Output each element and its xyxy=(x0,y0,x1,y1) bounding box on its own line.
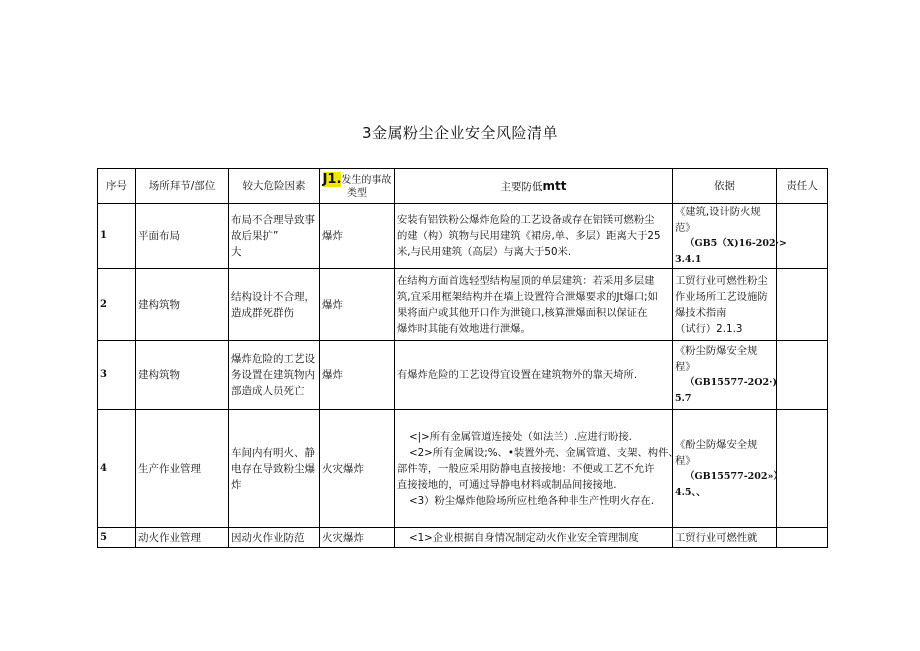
row-measures: 安装有铝铁粉公爆炸危险的工艺设备或存在铝镁可燃粉尘 的建（构）筑物与民用建筑《裙房,单、多层）距离大于25 米,与民用建筑（高层）与离大于50米. xyxy=(395,204,673,269)
header-serial: 序号 xyxy=(98,169,136,204)
risk-table xyxy=(97,168,828,548)
header-accident-type xyxy=(320,169,395,204)
header-measures-suffix: mtt xyxy=(542,178,567,193)
row-basis: 工贸行业可燃性粉尘 作业场所工艺设施防 爆技术指南 （试行）2.1.3 xyxy=(673,269,777,341)
header-row xyxy=(98,169,828,204)
row-accident-type: 爆炸 xyxy=(320,341,395,410)
row-basis: 《粉尘防爆安全规 程》 （GB15577-2O2·) 5.7 xyxy=(673,341,777,410)
header-location: 场所拜节/部位 xyxy=(136,169,229,204)
row-serial: 3 xyxy=(98,341,136,410)
row-hazard: 车间内有明火、静 电存在导致粉尘爆 炸 xyxy=(229,410,320,528)
row-basis: 《建筑,设计防火规 范》 （GB5（X)16-202·> 3.4.1 xyxy=(673,204,777,269)
header-type-mark: J1. xyxy=(322,171,342,187)
page-title: 3金属粉尘企业安全风险清单 xyxy=(361,124,559,142)
row-serial: 4 xyxy=(98,410,136,528)
row-hazard: 爆炸危险的工艺设 务设置在建筑物内 部造成人员死亡 xyxy=(229,341,320,410)
table-row xyxy=(98,341,828,410)
row-location: 建构筑物 xyxy=(136,269,229,341)
row-measures: <|>所有金属管道连接处（如法兰）.应进行盼接. <2>所有金属设;%、•装置外壳、金属管道、支架、构件、 部件等，一般应采用防静电直接接地：不便或工艺不允许 直接接地的，可通过导静电材料或制品间接接地. <3）粉尘爆炸他险场所应杜绝各种非生产性明火存在. xyxy=(395,410,673,528)
row-responsible xyxy=(777,341,828,410)
row-location: 动火作业管理 xyxy=(136,528,229,548)
row-location: 平面布局 xyxy=(136,204,229,269)
row-measures: <1>企业根据自身情况制定动火作业安全管理制度 xyxy=(395,528,673,548)
row-responsible xyxy=(777,528,828,548)
row-basis: 工贸行业可燃性就 xyxy=(673,528,777,548)
row-hazard: 布局不合理导致事 故后果扩” 大 xyxy=(229,204,320,269)
row-serial: 1 xyxy=(98,204,136,269)
row-accident-type: 爆炸 xyxy=(320,204,395,269)
row-hazard: 结构设计不合理， 造成群死群伤 xyxy=(229,269,320,341)
row-accident-type: 火灾爆炸 xyxy=(320,410,395,528)
header-measures xyxy=(395,169,673,204)
row-accident-type: 爆炸 xyxy=(320,269,395,341)
row-responsible xyxy=(777,269,828,341)
row-responsible xyxy=(777,204,828,269)
row-responsible xyxy=(777,410,828,528)
header-basis: 依据 xyxy=(673,169,777,204)
header-measures-prefix: 主要防低 xyxy=(500,180,543,193)
table-row xyxy=(98,528,828,548)
row-accident-type: 火灾爆炸 xyxy=(320,528,395,548)
row-basis: 《酚尘防爆安全规 程》 （GB15577-202»） 4.5、、 xyxy=(673,410,777,528)
header-responsible: 责任人 xyxy=(777,169,828,204)
row-serial: 2 xyxy=(98,269,136,341)
table-row xyxy=(98,269,828,341)
row-location: 生产作业管理 xyxy=(136,410,229,528)
header-hazard: 较大危险因素 xyxy=(229,169,320,204)
row-serial: 5 xyxy=(98,528,136,548)
row-measures: 有爆炸危险的工艺设得宜设置在建筑物外的靠天埼所. xyxy=(395,341,673,410)
header-type-text: 发生的事故类型 xyxy=(341,174,392,199)
row-measures: 在结构方面首选轻型结构屋顶的单层建筑：若采用多层建 筑,宜采用框架结构并在墙上设置符合泄爆要求的Jt爆口;如 果将面户或其他开口作为泄镜口,核算泄爆面积以保证在 爆炸时其能有效地进行泄爆。 xyxy=(395,269,673,341)
row-hazard: 因动火作业防范 xyxy=(229,528,320,548)
table-row xyxy=(98,204,828,269)
row-location: 建构筑物 xyxy=(136,341,229,410)
table-row xyxy=(98,410,828,528)
